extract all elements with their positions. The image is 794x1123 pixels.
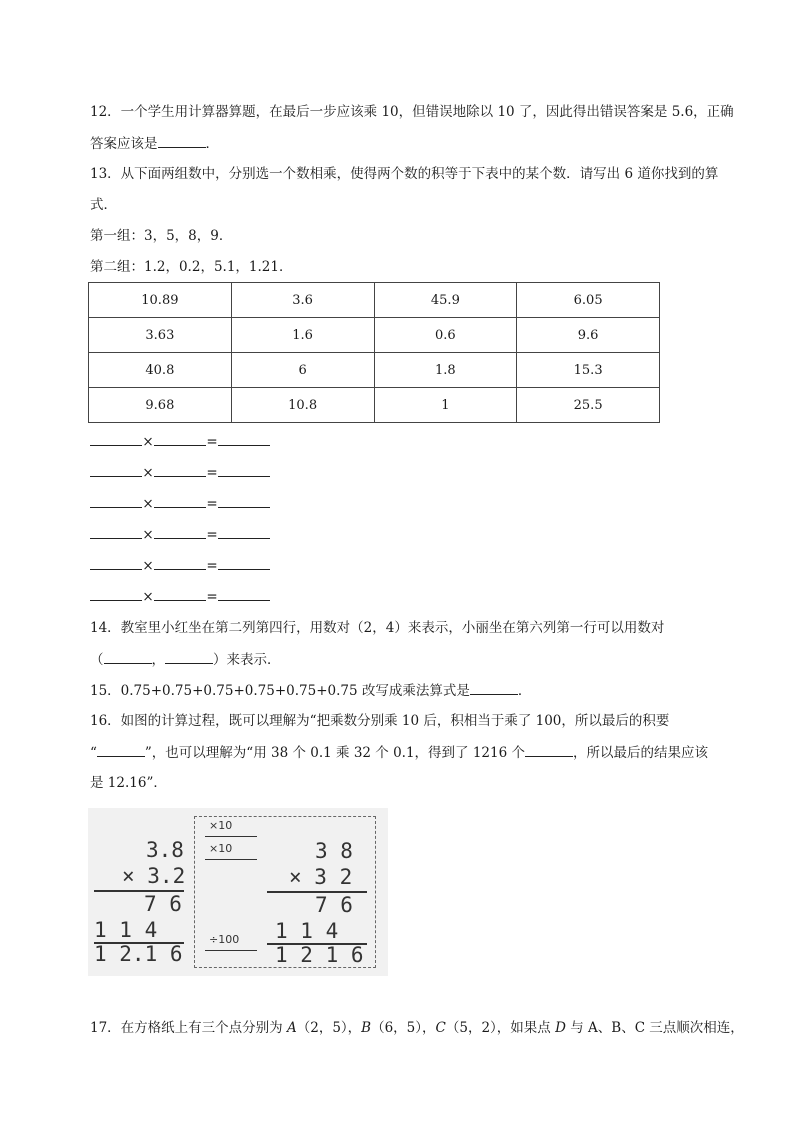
- q13-group2: 第二组：1.2，0.2，5.1，1.21．: [90, 259, 293, 275]
- table-cell: 6.05: [517, 283, 660, 318]
- table-row: [89, 318, 660, 353]
- q14-row-blank[interactable]: [165, 650, 213, 664]
- partial-product-2: 1 1 4: [275, 919, 339, 943]
- factor-blank[interactable]: [154, 494, 206, 508]
- q13-equation-4: [90, 525, 270, 543]
- product-blank[interactable]: [218, 463, 270, 477]
- table-cell: 3.63: [89, 318, 232, 353]
- q16-blank-1[interactable]: [97, 743, 145, 757]
- table-cell: 10.8: [231, 388, 374, 423]
- factor-blank[interactable]: [90, 463, 142, 477]
- table-cell: 1.6: [231, 318, 374, 353]
- times-sign: ×: [142, 465, 154, 481]
- multiplicand: 3 8: [315, 839, 353, 863]
- table-cell: 6: [231, 353, 374, 388]
- b-coord: （6，5），: [371, 1020, 436, 1036]
- q13-equation-6: [90, 587, 270, 605]
- q12-line2: [90, 134, 219, 153]
- table-cell: 10.89: [89, 283, 232, 318]
- q12-answer-blank[interactable]: [158, 134, 206, 148]
- q12-line2-text: 答案应该是: [90, 136, 158, 152]
- q14-open-paren: （: [90, 652, 104, 668]
- equals-sign: =: [206, 434, 218, 450]
- equals-sign: =: [206, 496, 218, 512]
- times-sign: ×: [142, 434, 154, 450]
- times-sign: ×: [142, 558, 154, 574]
- factor-blank[interactable]: [154, 587, 206, 601]
- multiplicand: 3.8: [146, 838, 184, 862]
- table-cell: 1.8: [374, 353, 517, 388]
- table-cell: 45.9: [374, 283, 517, 318]
- q14-column-blank[interactable]: [104, 650, 152, 664]
- integer-multiplication-box: [194, 816, 376, 968]
- table-cell: 3.6: [231, 283, 374, 318]
- point-b: B: [361, 1020, 372, 1036]
- factor-blank[interactable]: [90, 587, 142, 601]
- arrow-line: [205, 836, 257, 837]
- q17-pre: 17．在方格纸上有三个点分别为: [90, 1020, 287, 1036]
- times-ten-label: ×10: [209, 842, 233, 855]
- q14-line2: [90, 650, 281, 669]
- table-row: [89, 388, 660, 423]
- q17-rest: 与 A、B、C 三点顺次相连，: [565, 1020, 744, 1036]
- decimal-multiplication: [88, 808, 198, 976]
- q14-close-text: ）来表示．: [213, 652, 281, 668]
- table-cell: 9.68: [89, 388, 232, 423]
- q13-product-table: [88, 282, 660, 423]
- q14-comma: ，: [151, 652, 165, 668]
- q13-group1: 第一组：3，5，8，9．: [90, 228, 233, 244]
- partial-product-1: 7 6: [144, 892, 182, 916]
- times-ten-label: ×10: [209, 819, 233, 832]
- table-cell: 40.8: [89, 353, 232, 388]
- factor-blank[interactable]: [90, 494, 142, 508]
- table-row: [89, 353, 660, 388]
- q17-line1: [90, 1019, 744, 1037]
- partial-product-2: 1 1 4: [94, 918, 158, 942]
- factor-blank[interactable]: [154, 525, 206, 539]
- table-cell: 1: [374, 388, 517, 423]
- factor-blank[interactable]: [154, 556, 206, 570]
- q13-equation-2: [90, 463, 270, 481]
- point-c: C: [435, 1020, 446, 1036]
- q16-line2-end: ，所以最后的结果应该: [572, 745, 708, 761]
- table-cell: 25.5: [517, 388, 660, 423]
- table-cell: 9.6: [517, 318, 660, 353]
- table-cell: 0.6: [374, 318, 517, 353]
- q16-line2-mid: ”，也可以理解为“用 38 个 0.1 乘 32 个 0.1，得到了 1216 个: [144, 745, 525, 761]
- factor-blank[interactable]: [90, 432, 142, 446]
- q13-equation-5: [90, 556, 270, 574]
- times-sign: ×: [142, 589, 154, 605]
- point-a: A: [286, 1020, 297, 1036]
- final-product: 1 2 1 6: [275, 943, 364, 967]
- q16-quote-open: “: [90, 745, 97, 761]
- q15-end: ．: [517, 683, 532, 699]
- times-sign: ×: [142, 496, 154, 512]
- factor-blank[interactable]: [90, 556, 142, 570]
- q16-calculation-figure: [88, 808, 388, 976]
- q15-line: [90, 681, 531, 700]
- product-blank[interactable]: [218, 494, 270, 508]
- factor-blank[interactable]: [154, 432, 206, 446]
- product-blank[interactable]: [218, 432, 270, 446]
- q13-equation-3: [90, 494, 270, 512]
- q15-text: 15．0.75+0.75+0.75+0.75+0.75+0.75 改写成乘法算式是: [90, 683, 470, 699]
- q16-line3: 是 12.16”．: [90, 775, 167, 791]
- arrow-line: [205, 859, 257, 860]
- q13-equation-1: [90, 432, 270, 450]
- q15-answer-blank[interactable]: [470, 681, 518, 695]
- q16-line2: [90, 743, 708, 762]
- final-product: 1 2.1 6: [94, 942, 183, 966]
- equals-sign: =: [206, 465, 218, 481]
- table-cell: 15.3: [517, 353, 660, 388]
- a-coord: （2，5），: [296, 1020, 362, 1036]
- factor-blank[interactable]: [154, 463, 206, 477]
- c-coord: （5，2），如果点: [445, 1020, 556, 1036]
- product-blank[interactable]: [218, 556, 270, 570]
- divide-hundred-label: ÷100: [209, 933, 240, 946]
- partial-product-1: 7 6: [315, 893, 353, 917]
- multiplier: × 3.2: [122, 864, 186, 888]
- equals-sign: =: [206, 527, 218, 543]
- point-d: D: [555, 1020, 566, 1036]
- q14-line1: 14．教室里小红坐在第二列第四行，用数对（2，4）来表示，小丽坐在第六列第一行可以用数对: [90, 620, 665, 636]
- product-blank[interactable]: [218, 525, 270, 539]
- equals-sign: =: [206, 558, 218, 574]
- q13-line2: 式．: [90, 197, 117, 213]
- q13-line1: 13．从下面两组数中，分别选一个数相乘，使得两个数的积等于下表中的某个数．请写出 6 道你找到的算: [90, 166, 719, 182]
- q16-line1: 16．如图的计算过程，既可以理解为“把乘数分别乘 10 后，积相当于乘了 100，所以最后的积要: [90, 713, 670, 729]
- q12-line1: 12．一个学生用计算器算题，在最后一步应该乘 10，但错误地除以 10 了，因此得出错误答案是 5.6，正确: [90, 104, 734, 120]
- q12-line2-end: ．: [205, 136, 219, 152]
- product-blank[interactable]: [218, 587, 270, 601]
- table-row: [89, 283, 660, 318]
- multiplier: × 3 2: [289, 865, 353, 889]
- times-sign: ×: [142, 527, 154, 543]
- factor-blank[interactable]: [90, 525, 142, 539]
- equals-sign: =: [206, 589, 218, 605]
- q16-blank-2[interactable]: [525, 743, 573, 757]
- arrow-line: [205, 950, 257, 951]
